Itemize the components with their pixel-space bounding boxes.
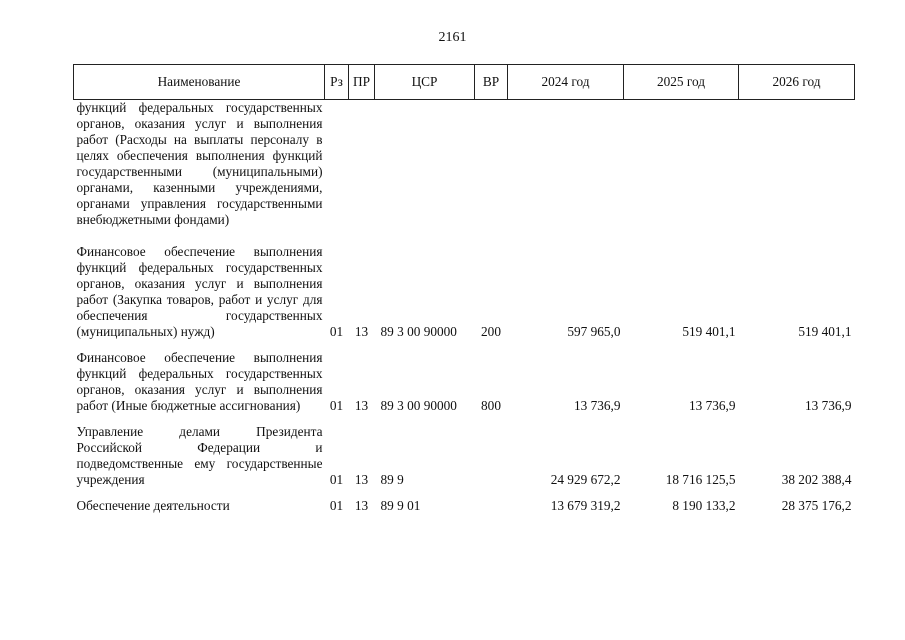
table-body [74,100,855,515]
row-name: Финансовое обеспечение выполнения функций федеральных государственных органов, оказания услуг и выполнения работ (Иные бюджетные ассигнования) [76,350,323,413]
row-pr: 13 [354,398,369,413]
row-pr [349,100,375,229]
row-csr: 89 9 [380,472,404,487]
table-header [74,65,855,100]
row-2025: 8 190 133,2 [672,498,736,513]
row-2024 [508,100,624,229]
header-name: Наименование [74,65,325,100]
header-row [74,65,855,100]
row-vr [475,498,508,514]
table-row [74,100,855,229]
row-spacer [74,488,855,498]
row-name: функций федеральных государственных органов, оказания услуг и выполнения работ (Расходы на выплаты персоналу в целях обеспечения выполнения функций государственными (муниципальными) органами, казенными учреждениями, органами управления государственными внебюджетными фондами) [76,100,323,227]
page-number: 2161 [438,30,467,45]
row-2024: 24 929 672,2 [550,472,621,487]
row-csr: 89 3 00 90000 [380,398,457,413]
row-rz: 01 [329,398,344,413]
row-name: Управление делами Президента Российской Федерации и подведомственные ему государственные учреждения [76,424,323,487]
row-vr: 800 [481,398,501,413]
row-pr: 13 [354,498,369,513]
header-pr: ПР [349,65,375,100]
row-2025: 519 401,1 [682,324,736,339]
row-vr [475,424,508,488]
row-spacer [74,414,855,424]
row-rz: 01 [329,472,344,487]
row-2024: 597 965,0 [567,324,621,339]
row-2025 [624,100,739,229]
row-csr: 89 3 00 90000 [380,324,457,339]
row-2024: 13 736,9 [573,398,621,413]
row-spacer [74,340,855,350]
row-2026: 519 401,1 [798,324,852,339]
row-2026: 28 375 176,2 [781,498,852,513]
row-rz [325,100,349,229]
row-2024: 13 679 319,2 [550,498,621,513]
row-vr [475,100,508,229]
row-rz: 01 [329,498,344,513]
header-2024: 2024 год [508,65,624,100]
row-pr: 13 [354,472,369,487]
row-rz: 01 [329,324,344,339]
header-csr: ЦСР [375,65,475,100]
header-rz: Рз [325,65,349,100]
header-2025: 2025 год [624,65,739,100]
row-2025: 18 716 125,5 [665,472,736,487]
budget-table [73,64,855,514]
table-row [74,424,855,488]
table-row [74,244,855,340]
row-2026: 13 736,9 [804,398,852,413]
row-name: Финансовое обеспечение выполнения функций федеральных государственных органов, оказания услуг и выполнения работ (Закупка товаров, работ и услуг для обеспечения государственных (муниципальных) нужд) [76,244,323,339]
header-2026: 2026 год [739,65,855,100]
row-name: Обеспечение деятельности [76,498,230,513]
row-2025: 13 736,9 [688,398,736,413]
row-pr: 13 [354,324,369,339]
row-spacer [74,228,855,244]
row-vr: 200 [481,324,501,339]
header-vr: ВР [475,65,508,100]
table-row [74,498,855,514]
row-csr: 89 9 01 [380,498,421,513]
table-row [74,350,855,414]
row-csr [375,100,475,229]
row-2026: 38 202 388,4 [781,472,852,487]
row-2026 [739,100,855,229]
